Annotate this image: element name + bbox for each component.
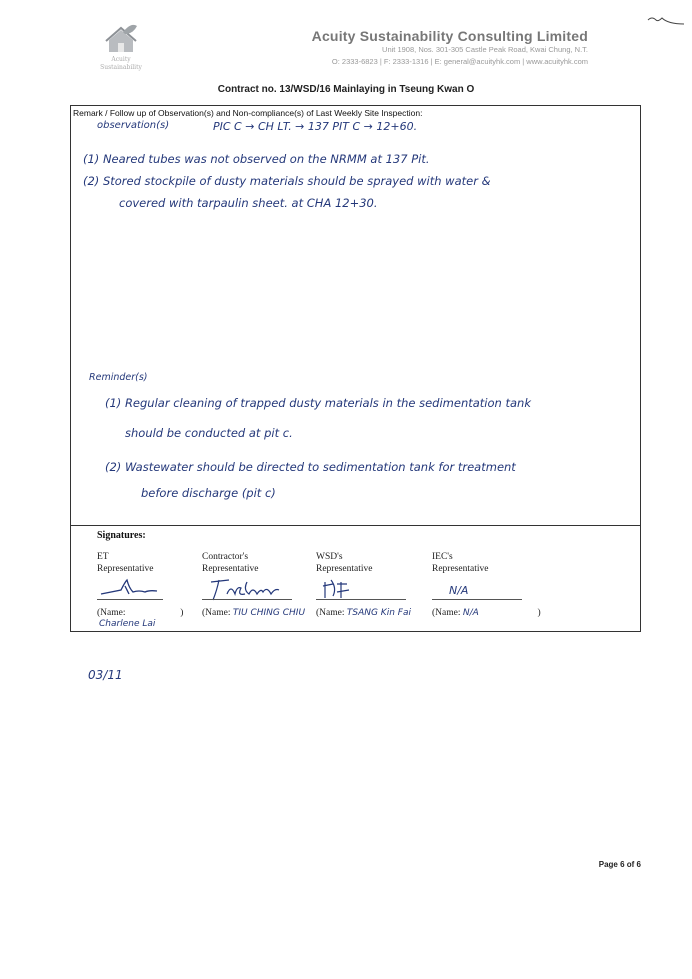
reminder-2-line-1: (2) Wastewater should be directed to sedimentation tank for treatment xyxy=(105,460,516,474)
logo-text-line-1: Acuity xyxy=(111,56,131,63)
observation-1: (1) Neared tubes was not observed on the NRMM at 137 Pit. xyxy=(83,152,430,166)
contractor-name-value: TIU CHING CHIU xyxy=(232,608,306,618)
location-note: PIC C → CH LT. → 137 PIT C → 12+60. xyxy=(213,120,418,133)
iec-signature: N/A xyxy=(449,584,469,597)
house-leaf-icon xyxy=(103,22,139,56)
iec-name-value: N/A xyxy=(462,608,479,618)
iec-name-field xyxy=(432,608,541,618)
role-line-1: ET xyxy=(97,552,109,562)
observation-2-line-1: (2) Stored stockpile of dusty materials should be sprayed with water & xyxy=(83,174,491,188)
iec-signature-line xyxy=(432,599,522,600)
role-line-1: Contractor's xyxy=(202,552,249,562)
role-line-1: IEC's xyxy=(432,552,453,562)
company-contact: O: 2333-6823 | F: 2333-1316 | E: general@acuityhk.com | www.acuityhk.com xyxy=(331,57,588,66)
handwritten-date: 03/11 xyxy=(88,668,123,682)
et-representative-label xyxy=(97,551,153,575)
wsd-representative-label xyxy=(316,551,372,575)
contractor-name-field xyxy=(202,608,305,618)
et-name-field xyxy=(97,608,183,618)
name-prefix: (Name: xyxy=(432,608,461,618)
wsd-signature-line xyxy=(316,599,406,600)
et-name-value: Charlene Lai xyxy=(99,619,156,629)
role-line-2: Representative xyxy=(432,564,489,574)
contractor-signature-line xyxy=(202,599,292,600)
page-number: Page 6 of 6 xyxy=(598,860,641,869)
name-prefix: (Name: xyxy=(316,608,345,618)
role-line-2: Representative xyxy=(97,564,154,574)
company-name: Acuity Sustainability Consulting Limited xyxy=(311,28,588,44)
et-signature-line xyxy=(97,599,163,600)
role-line-2: Representative xyxy=(202,564,259,574)
et-signature xyxy=(99,578,159,600)
signatures-title: Signatures: xyxy=(97,530,146,541)
observation-2-line-2: covered with tarpaulin sheet. at CHA 12+30. xyxy=(119,196,378,210)
remark-label: Remark / Follow up of Observation(s) and Non-compliance(s) of Last Weekly Site Inspection: xyxy=(73,108,423,118)
name-prefix: (Name: xyxy=(202,608,231,618)
name-prefix: (Name: xyxy=(97,608,126,618)
name-suffix: ) xyxy=(180,608,184,618)
contractor-representative-label xyxy=(202,551,258,575)
signature-divider xyxy=(71,525,640,526)
company-logo xyxy=(96,22,146,78)
role-line-2: Representative xyxy=(316,564,373,574)
wsd-signature xyxy=(321,578,351,600)
wsd-name-value: TSANG Kin Fai xyxy=(346,608,411,618)
company-address: Unit 1908, Nos. 301-305 Castle Peak Road, Kwai Chung, N.T. xyxy=(382,45,588,54)
role-line-1: WSD's xyxy=(316,552,343,562)
wsd-name-field xyxy=(316,608,411,618)
inspection-form xyxy=(70,105,641,632)
reminder-2-line-2: before discharge (pit c) xyxy=(141,486,276,500)
company-header xyxy=(312,28,588,68)
reminder-1-line-2: should be conducted at pit c. xyxy=(125,426,293,440)
logo-text-line-2: Sustainability xyxy=(100,64,142,71)
observations-heading: observation(s) xyxy=(97,120,170,131)
name-suffix: ) xyxy=(537,608,541,618)
corner-pen-mark xyxy=(646,12,686,32)
reminders-heading: Reminder(s) xyxy=(89,372,148,383)
iec-representative-label xyxy=(432,551,488,575)
reminder-1-line-1: (1) Regular cleaning of trapped dusty materials in the sedimentation tank xyxy=(105,396,531,410)
contract-title: Contract no. 13/WSD/16 Mainlaying in Tseung Kwan O xyxy=(217,84,475,95)
